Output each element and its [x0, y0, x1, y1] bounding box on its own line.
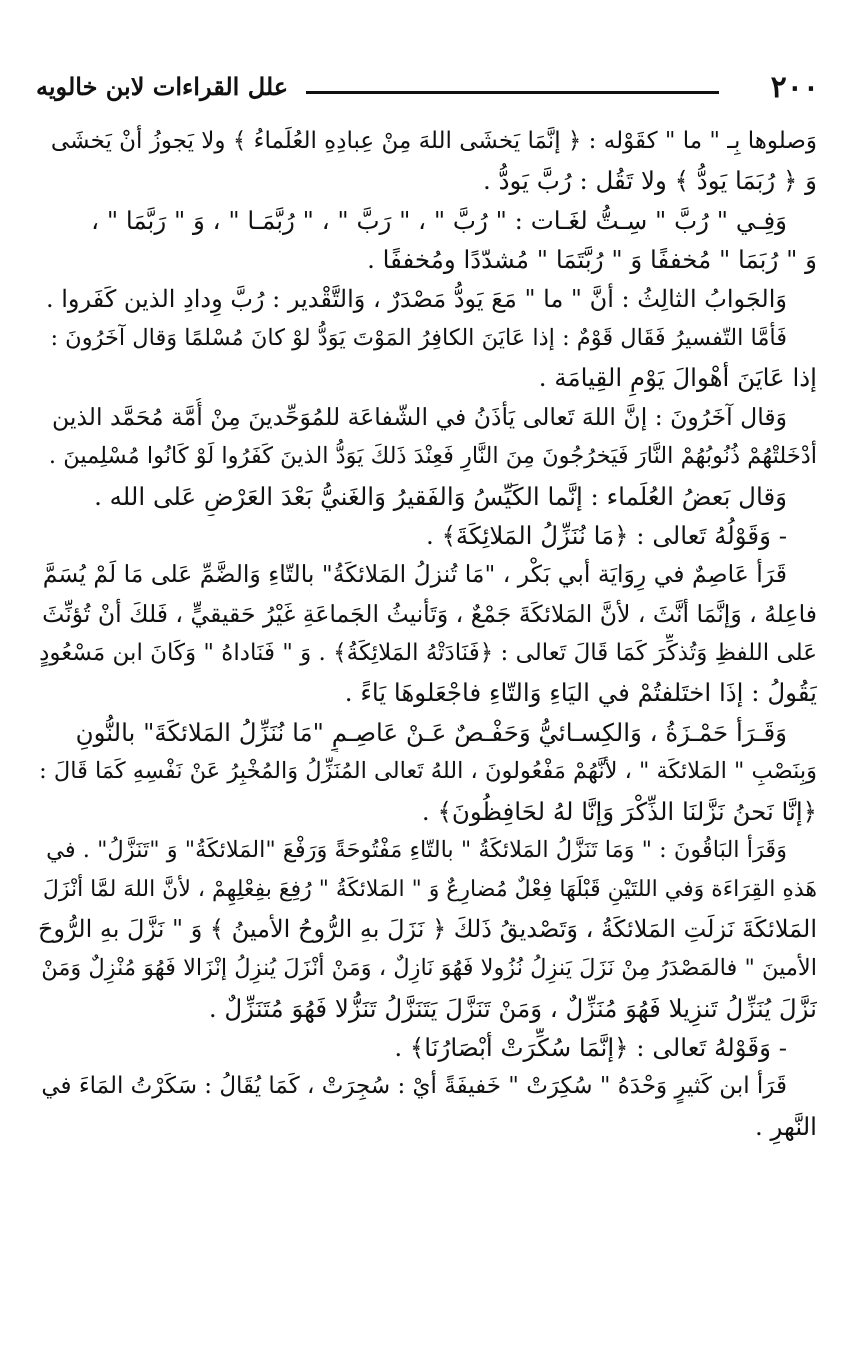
text-line: المَلائكَةَ نَزلَتِ المَلائكَةُ ، وَتَصْديقُ ذَلكَ ﴿ نَزَلَ بهِ الرُّوحُ الأمينُ ﴾ وَ " نَزَّلَ بهِ الرُّوحَ [38, 914, 817, 943]
text-line: هَذهِ القِرَاءَة وَفي اللتَيْنِ قَبْلَهَا فِعْلٌ مُضارِعٌ وَ " المَلائكَةُ " رُفِعَ بفِعْلِهِمْ ، لأنَّ اللهَ لمَّا أنْزَلَ [42, 877, 817, 903]
text-line: وَ ﴿ رُبَمَا يَودُّ ﴾ ولا تَقُل : رُبَّ يَودُّ . [483, 166, 817, 196]
verse-heading: - وَقَوْلهُ تَعالى : ﴿إنَّمَا سُكِّرَتْ أبْصَارُنَا﴾ . [394, 1032, 787, 1062]
text-line: قَرَأ عَاصِمٌ في رِوَايَة أبي بَكْر ، "مَا تُنزلُ المَلائكَةُ" بالتّاءِ وَالضَّمِّ عَلى مَا لَمْ يُسَمَّ [42, 560, 787, 589]
running-title: علل القراءات لابن خالويه [36, 72, 289, 101]
text-line: قَرَأ ابن كَثيرٍ وَحْدَهُ " سُكِرَتْ " خَفيفَةً أيْ : سُجِرَتْ ، كَمَا يُقَالُ : سَكَرْتُ المَاءَ في [41, 1073, 787, 1100]
text-line: أدْخَلتْهُمْ ذُنُوبُهُمْ النَّارَ فَيَخرُجُونَ مِنَ النَّارِ فَعِنْدَ ذَلكَ يَوَدُّ الذينَ كَفَرُوا لَوْ كَانُوا مُسْلِمينَ . [48, 443, 817, 470]
text-line: نَزَّلَ يُنَزِّلُ تَنزِيلا فَهُوَ مُنَزِّلٌ ، وَمَنْ تَنَزَّلَ يَتَنَزَّلُ تَنَزُّلا فَهُوَ مُتَنَزِّلٌ . [208, 993, 817, 1023]
text-line: ﴿إنَّا نَحنُ نَزَّلنَا الذِّكْرَ وَإنَّا لهُ لحَافِظُونَ﴾ . [421, 796, 817, 826]
text-line: وَ " رُبَمَا " مُخففًا وَ " رُبَّتَمَا " مُشدّدًا ومُخففًا . [367, 245, 817, 275]
text-line: وَقال آخَرُونَ : إنَّ اللهَ تَعالى يَأذَنُ في الشّفاعَة للمُوَحِّدينَ مِنْ أُمَّة مُحَمَّد الذين [52, 402, 787, 431]
text-line: النَّهرِ . [754, 1111, 817, 1141]
text-line: الأمينَ " فالمَصْدَرُ مِنْ نَزَلَ يَنزِلُ نُزُولا فَهُوَ نَازِلٌ ، وَمَنْ أنْزَلَ يُنزِلُ إنْزَالا فَهُوَ مُنْزِلٌ وَمَنْ [41, 955, 817, 982]
text-line: وَبِنَصْبِ " المَلائكَة " ، لأنَّهُمْ مَفْعُولونَ ، اللهُ تَعالى المُنَزِّلُ وَالمُخْبِرُ عَنْ نَفْسِهِ كَمَا قَالَ : [39, 758, 817, 785]
page-number: ٢٠٠ [770, 70, 819, 105]
text-line: يَقُولُ : إذَا اختَلفتُمْ في اليَاءِ وَالتّاءِ فاجْعَلوهَا يَاءً . [344, 678, 817, 708]
page-header [28, 64, 819, 108]
text-line: فَأمَّا التّفسيرُ فَقَال قَوْمٌ : إذا عَايَنَ الكافِرُ المَوْتَ يَوَدُّ لوْ كانَ مُسْلمًا وَقال آخَرُونَ : [50, 324, 787, 351]
text-line: وَفِـي " رُبَّ " سِـتُّ لغَـات : " رُبَّ " ، " رَبَّ " ، " رُبَّمَـا " ، وَ " رَبَّمَا " ، [91, 205, 787, 235]
page-body [38, 122, 817, 1146]
header-rule [306, 91, 719, 94]
text-line: وَقَـرَأ حَمْـزَةُ ، وَالكِسـائيُّ وَحَفْـصٌ عَـنْ عَاصِـمٍ "مَا نُنَزِّلُ المَلائكَةَ" بالنُّونِ [75, 717, 787, 747]
text-line: إذا عَايَنَ أهْوالَ يَوْمِ القِيامَة . [538, 363, 817, 393]
verse-heading: - وَقَوْلُهُ تَعالى : ﴿مَا نُنَزِّلُ المَلائِكَةَ﴾ . [426, 520, 787, 550]
text-line: وَقال بَعضُ العُلَماء : إنَّما الكَيِّسُ وَالفَقيرُ وَالغَنيُّ بَعْدَ العَرْضِ عَلى الله . [94, 481, 787, 511]
text-line: وَقَرَأ البَاقُونَ : " وَمَا تَنَزَّلُ المَلائكَةُ " بالتّاءِ مَفْتُوحَةً وَرَفْعَ "المَلائكَةُ" وَ "تَنَزَّلُ" . في [46, 837, 787, 864]
text-line: وَالجَوابُ الثالِثُ : أنَّ " ما " مَعَ يَودُّ مَصْدَرٌ ، وَالتَّقْدير : رُبَّ وِدادِ الذين كَفَروا . [45, 284, 787, 313]
text-line: عَلى اللفظِ وَتُذكِّرَ كَمَا قَالَ تَعالى : ﴿فَنَادَتْهُ المَلائِكَةُ﴾ . وَ " فَنَاداهُ " وَكَانَ ابن مَسْعُودٍ [39, 640, 817, 667]
text-line: فاعِلهُ ، وَإنَّمَا أنَّثَ ، لأنَّ المَلائكَةَ جَمْعٌ ، وَتَأنيثُ الجَماعَةِ غَيْرُ حَقيقيٍّ ، فَلكَ أنْ تُؤنِّثَ [42, 599, 817, 628]
text-line: وَصلوها بِـ " ما " كقَوْله : ﴿ إنَّمَا يَخشَى اللهَ مِنْ عِبادِهِ العُلَماءُ ﴾ ولا يَجوزُ أنْ يَخشَى [50, 128, 817, 154]
